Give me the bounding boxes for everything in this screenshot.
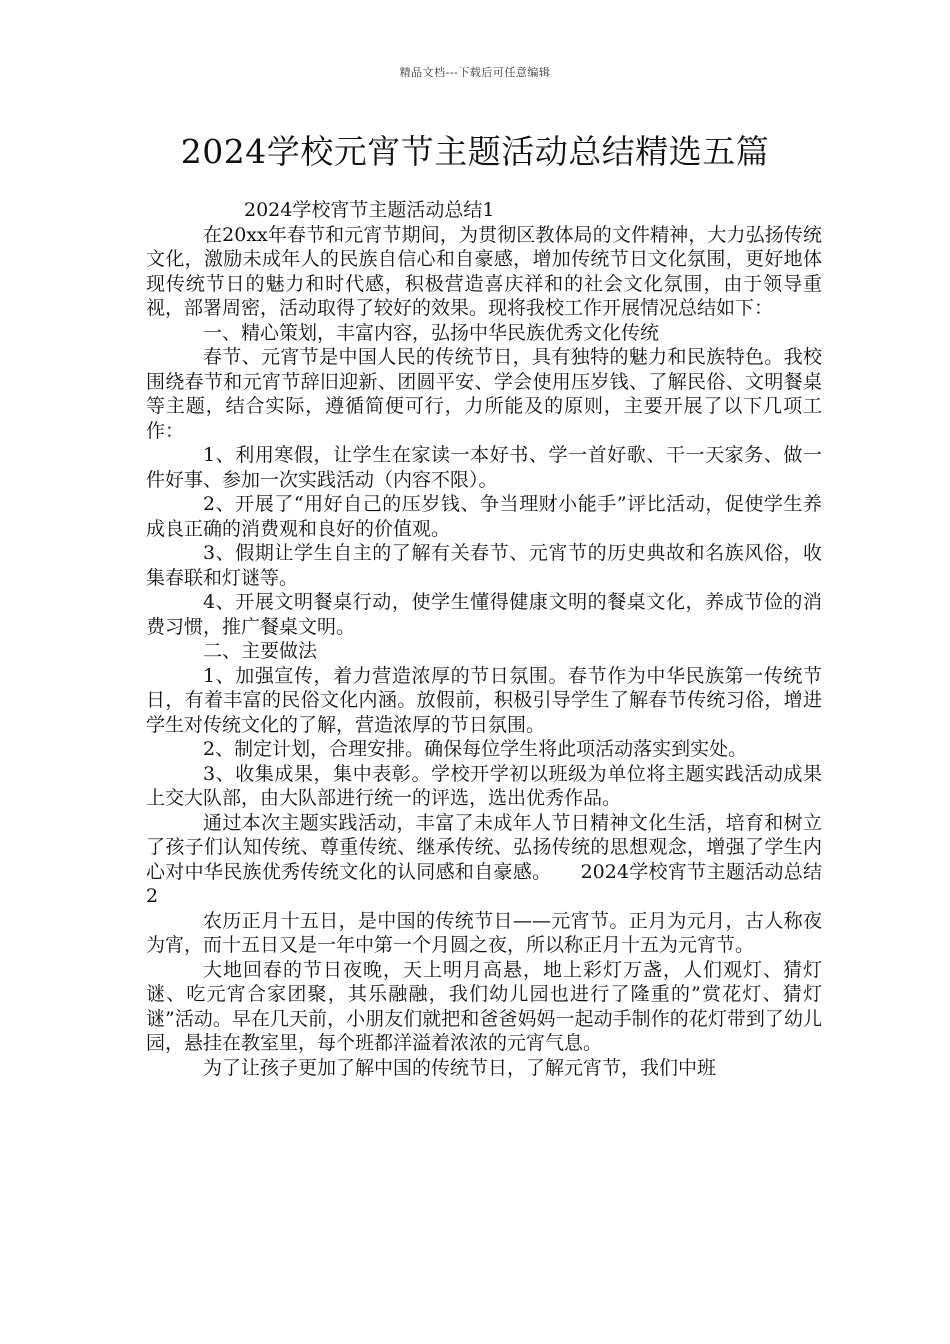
paragraph: 大地回春的节日夜晚，天上明月高悬，地上彩灯万盏，人们观灯、猜灯谜、吃元宵合家团聚，其乐融融，我们幼儿园也进行了隆重的”赏花灯、猜灯谜”活动。早在几天前，小朋友们就把和爸爸妈妈一起动手制作的花灯带到了幼儿园，悬挂在教室里，每个班都洋溢着浓浓的元宵气息。	[146, 958, 822, 1054]
paragraph: 农历正月十五日，是中国的传统节日——元宵节。正月为元月，古人称夜为宵，而十五日又是一年中第一个月圆之夜，所以称正月十五为元宵节。	[146, 909, 822, 956]
list-item: 4、开展文明餐桌行动，使学生懂得健康文明的餐桌文化，养成节俭的消费习惯，推广餐桌文明。	[146, 591, 822, 638]
header-note: 精品文档---下载后可任意编辑	[399, 66, 551, 79]
section-heading: 二、主要做法	[203, 640, 318, 662]
section-subtitle: 2024学校宵节主题活动总结1	[244, 199, 495, 221]
list-item: 1、加强宣传，着力营造浓厚的节日氛围。春节作为中华民族第一传统节日，有着丰富的民俗文化内涵。放假前，积极引导学生了解春节传统习俗，增进学生对传统文化的了解，营造浓厚的节日氛围。	[146, 664, 822, 736]
list-item: 2、开展了“用好自己的压岁钱、争当理财小能手”评比活动，促使学生养成良正确的消费观和良好的价值观。	[146, 493, 822, 540]
section-heading: 一、精心策划，丰富内容，弘扬中华民族优秀文化传统	[203, 321, 660, 344]
paragraph: 春节、元宵节是中国人民的传统节日，具有独特的魅力和民族特色。我校围绕春节和元宵节辞旧迎新、团圆平安、学会使用压岁钱、了解民俗、文明餐桌等主题，结合实际，遵循简便可行，力所能及的原则，主要开展了以下几项工作：	[146, 346, 822, 442]
paragraph: 在20xx年春节和元宵节期间，为贯彻区教体局的文件精神，大力弘扬传统文化，激励未成年人的民族自信心和自豪感，增加传统节日文化氛围，更好地体现传统节日的魅力和时代感，积极营造喜庆祥和的社会文化氛围，由于领导重视，部署周密，活动取得了较好的效果。现将我校工作开展情况总结如下：	[146, 223, 822, 319]
list-item: 3、收集成果，集中表彰。学校开学初以班级为单位将主题实践活动成果上交大队部，由大队部进行统一的评选，选出优秀作品。	[146, 762, 822, 809]
document-title: 2024学校元宵节主题活动总结精选五篇	[180, 132, 770, 171]
document-body	[146, 198, 822, 1080]
list-item: 2、制定计划，合理安排。确保每位学生将此项活动落实到实处。	[203, 738, 748, 760]
list-item: 1、利用寒假，让学生在家读一本好书、学一首好歌、干一天家务、做一件好事、参加一次实践活动（内容不限）。	[146, 444, 822, 491]
paragraph: 通过本次主题实践活动，丰富了未成年人节日精神文化生活，培育和树立了孩子们认知传统、尊重传统、继承传统、弘扬传统的思想观念，增强了学生内心对中华民族优秀传统文化的认同感和自豪感。 2024学校宵节主题活动总结2	[146, 811, 822, 907]
list-item: 3、假期让学生自主的了解有关春节、元宵节的历史典故和名族风俗，收集春联和灯谜等。	[146, 542, 822, 589]
paragraph: 为了让孩子更加了解中国的传统节日，了解元宵节，我们中班	[203, 1056, 717, 1079]
